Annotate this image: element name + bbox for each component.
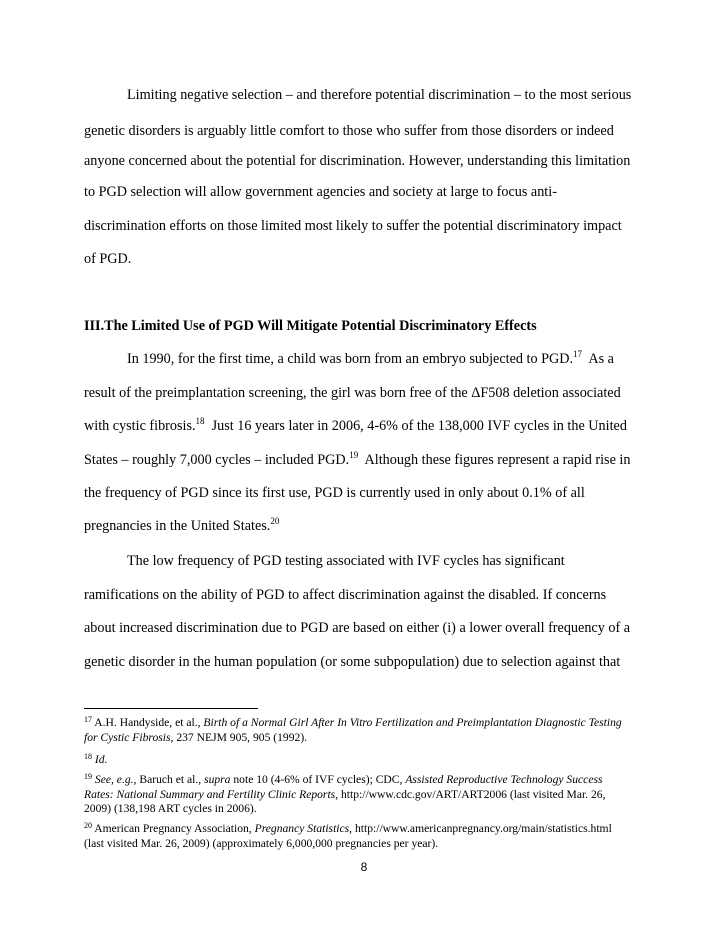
para3-line-3: about increased discrimination due to PGD are based on either (i) a lower overall frequency of a — [84, 620, 631, 636]
footnote-19-line-3: 2009) (138,198 ART cycles in 2006). — [84, 802, 257, 815]
para2-line-6-text: pregnancies in the United States. — [84, 518, 271, 534]
para1-line-2: genetic disorders is arguably little comfort to those who suffer from those disorders or indeed — [84, 123, 614, 139]
footnote-19-see: See, e.g. — [94, 773, 134, 786]
footnote-17-author: A.H. Handyside, et al., — [92, 716, 204, 729]
para1-line-4: to PGD selection will allow government agencies and society at large to focus anti- — [84, 184, 557, 200]
para2-line-1-after: As a — [582, 351, 614, 367]
para2-line-6 — [84, 517, 279, 535]
footnote-separator — [84, 708, 258, 709]
footnote-ref-17[interactable]: 17 — [573, 349, 583, 359]
para3-line-1: The low frequency of PGD testing associated with IVF cycles has significant — [127, 553, 565, 569]
para3-line-4: genetic disorder in the human population (or some subpopulation) due to selection against that — [84, 654, 621, 670]
footnote-17-title-2: for Cystic Fibrosis — [84, 731, 171, 744]
footnote-20-line-1 — [84, 822, 612, 836]
footnote-17-citation: , 237 NEJM 905, 905 (1992). — [170, 731, 308, 744]
para1-line-3: anyone concerned about the potential for discrimination. However, understanding this limitation — [84, 153, 631, 169]
footnote-17-number: 17 — [84, 715, 92, 724]
para3-line-2: ramifications on the ability of PGD to affect discrimination against the disabled. If concerns — [84, 587, 607, 603]
para2-line-3 — [84, 417, 627, 435]
footnote-18 — [84, 753, 107, 767]
footnote-ref-20[interactable]: 20 — [270, 516, 280, 526]
para2-line-3-after: Just 16 years later in 2006, 4-6% of the 138,000 IVF cycles in the United — [204, 418, 627, 434]
para2-line-4-after: Although these figures represent a rapid rise in — [358, 452, 631, 468]
para2-line-4-text: States – roughly 7,000 cycles – included PGD. — [84, 452, 350, 468]
footnote-20-number: 20 — [84, 821, 92, 830]
footnote-17-title-1: Birth of a Normal Girl After In Vitro Fertilization and Preimplantation Diagnostic Testing — [203, 716, 622, 729]
footnote-20-author: American Pregnancy Association, — [92, 822, 255, 835]
para2-line-1-text: In 1990, for the first time, a child was born from an embryo subjected to PGD. — [127, 351, 574, 367]
footnote-19-note: note 10 (4-6% of IVF cycles); CDC, — [230, 773, 406, 786]
section-heading: III.The Limited Use of PGD Will Mitigate Potential Discriminatory Effects — [84, 318, 537, 334]
para2-line-2: result of the preimplantation screening, the girl was born free of the ΔF508 deletion associated — [84, 385, 621, 401]
footnote-19-title-2: Rates: National Summary and Fertility Clinic Reports — [84, 788, 336, 801]
footnote-19-number: 19 — [84, 772, 92, 781]
para1-line-5: discrimination efforts on those limited most likely to suffer the potential discriminatory impact — [84, 218, 622, 234]
para1-line-6: of PGD. — [84, 251, 132, 267]
footnote-19-line-2 — [84, 788, 605, 802]
footnote-ref-18[interactable]: 18 — [195, 416, 205, 426]
footnote-20-title: Pregnancy Statistics — [254, 822, 350, 835]
footnote-19-line-1 — [84, 773, 602, 787]
footnote-17-line-2 — [84, 731, 307, 745]
footnote-17-line-1 — [84, 716, 622, 730]
para2-line-5: the frequency of PGD since its first use, PGD is currently used in only about 0.1% of all — [84, 485, 585, 501]
para2-line-4 — [84, 451, 630, 469]
page-number: 8 — [360, 860, 368, 874]
footnote-20-line-2: (last visited Mar. 26, 2009) (approximately 6,000,000 pregnancies per year). — [84, 837, 439, 850]
para2-line-1 — [127, 350, 614, 368]
para1-line-1: Limiting negative selection – and therefore potential discrimination – to the most serious — [127, 87, 632, 103]
footnote-18-text: Id. — [94, 753, 108, 766]
footnote-19-supra: supra — [204, 773, 231, 786]
footnote-19-title-1: Assisted Reproductive Technology Success — [405, 773, 603, 786]
footnote-ref-19[interactable]: 19 — [349, 450, 359, 460]
footnote-19-author: , Baruch et al., — [133, 773, 205, 786]
footnote-19-url[interactable]: , http://www.cdc.gov/ART/ART2006 (last visited Mar. 26, — [335, 788, 606, 801]
footnote-18-number: 18 — [84, 752, 92, 761]
para2-line-3-text: with cystic fibrosis. — [84, 418, 196, 434]
footnote-20-url[interactable]: , http://www.americanpregnancy.org/main/statistics.html — [349, 822, 612, 835]
